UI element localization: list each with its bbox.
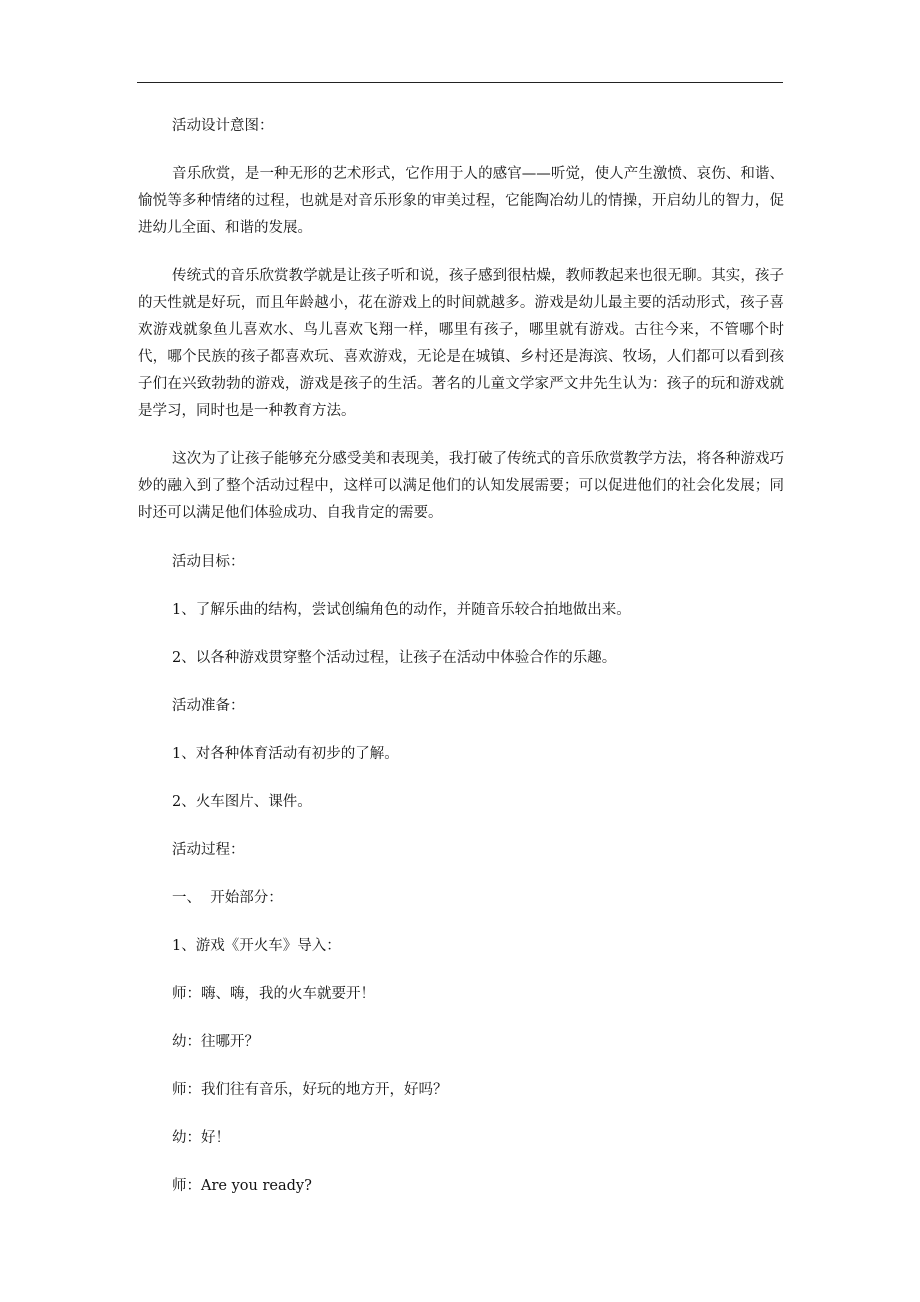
intent-paragraph-3: 这次为了让孩子能够充分感受美和表现美，我打破了传统式的音乐欣赏教学方法，将各种游戏巧妙的融入到了整个活动过程中，这样可以满足他们的认知发展需要；可以促进他们的社会化发展；同时还可以满足他们体验成功、自我肯定的需要。: [138, 451, 784, 521]
prep-item-2: 2、火车图片、课件。: [172, 794, 312, 810]
dialog-line-2: 幼：往哪开？: [172, 1034, 259, 1050]
prep-heading: 活动准备：: [172, 698, 245, 714]
intent-paragraph-2: 传统式的音乐欣赏教学就是让孩子听和说，孩子感到很枯燥，教师教起来也很无聊。其实，孩子的天性就是好玩，而且年龄越小，花在游戏上的时间就越多。游戏是幼儿最主要的活动形式，孩子喜欢游戏就象鱼儿喜欢水、鸟儿喜欢飞翔一样，哪里有孩子，哪里就有游戏。古往今来，不管哪个时代，哪个民族的孩子都喜欢玩、喜欢游戏，无论是在城镇、乡村还是海滨、牧场，人们都可以看到孩子们在兴致勃勃的游戏，游戏是孩子的生活。著名的儿童文学家严文井先生认为：孩子的玩和游戏就是学习，同时也是一种教育方法。: [138, 268, 784, 419]
intent-paragraph-1: 音乐欣赏，是一种无形的艺术形式，它作用于人的感官——听觉，使人产生激愤、哀伤、和谐、愉悦等多种情绪的过程，也就是对音乐形象的审美过程，它能陶冶幼儿的情操，开启幼儿的智力，促进幼儿全面、和谐的发展。: [138, 166, 784, 236]
goal-item-1: 1、了解乐曲的结构，尝试创编角色的动作，并随音乐较合拍地做出来。: [172, 602, 631, 618]
dialog-line-3: 师：我们往有音乐，好玩的地方开，好吗？: [172, 1082, 448, 1098]
dialog-line-5: 师：Are you ready?: [172, 1178, 312, 1194]
part-one-heading: 一、 开始部分：: [172, 890, 283, 906]
document-body: [138, 112, 784, 1200]
process-heading: 活动过程：: [172, 842, 245, 858]
prep-item-1: 1、对各种体育活动有初步的了解。: [172, 746, 399, 762]
game-item-1: 1、游戏《开火车》导入：: [172, 938, 341, 954]
header-rule: [137, 82, 783, 83]
goal-item-2: 2、以各种游戏贯穿整个活动过程，让孩子在活动中体验合作的乐趣。: [172, 650, 617, 666]
goal-heading: 活动目标：: [172, 554, 245, 570]
dialog-line-1: 师：嗨、嗨，我的火车就要开！: [172, 986, 375, 1002]
intent-heading: 活动设计意图：: [172, 118, 274, 134]
dialog-line-4: 幼：好！: [172, 1130, 230, 1146]
